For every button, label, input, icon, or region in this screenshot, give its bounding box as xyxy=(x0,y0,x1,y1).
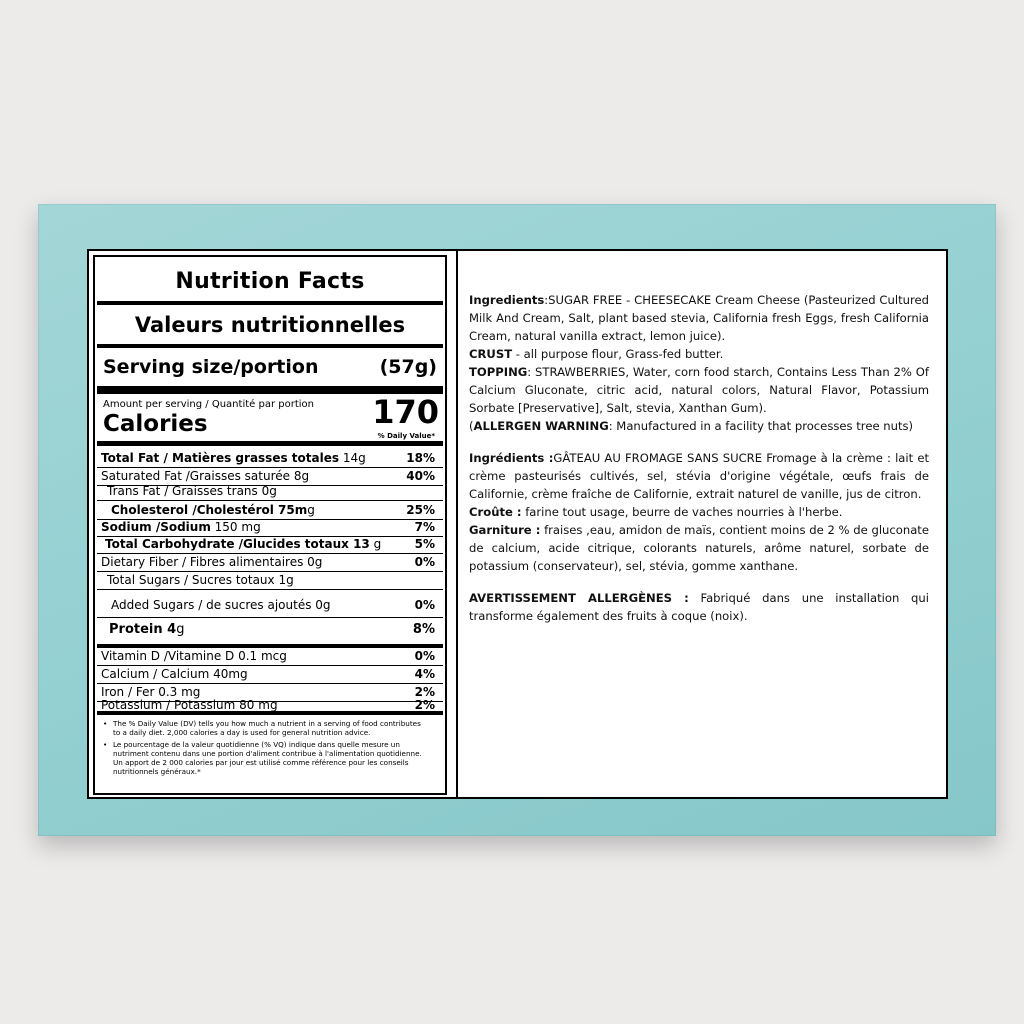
nutrient-row-trans-fat xyxy=(97,486,443,501)
product-label xyxy=(87,249,948,799)
bullet-icon: • xyxy=(103,719,108,728)
panel-divider xyxy=(456,251,458,797)
ingredients-fr: Ingrédients :GÂTEAU AU FROMAGE SANS SUCRE Fromage à la crème : lait et crème pasteurisés cultivés, sel, stévia d'origine végétale, œufs frais de Californie, crème fraîche de Californie, extrait naturel de vanille, jus de citron. xyxy=(469,451,929,501)
thick-rule xyxy=(97,301,443,305)
serving-size-value: (57g) xyxy=(379,356,437,378)
nutrient-label: Dietary Fiber / Fibres alimentaires 0g xyxy=(101,555,323,569)
calories-label: Calories xyxy=(103,411,208,437)
nutrient-label: Total Fat / Matières grasses totales 14g xyxy=(101,451,366,465)
crust-fr: Croûte : farine tout usage, beurre de vaches nourries à l'herbe. xyxy=(469,505,843,519)
nutrition-title-fr: Valeurs nutritionnelles xyxy=(134,313,406,337)
ingredients-en: Ingredients:SUGAR FREE - CHEESECAKE Cream Cheese (Pasteurized Cultured Milk And Cream, Salt, plant based stevia, California fresh Eggs, fresh California Cream, natural vanilla extract, lemon juice). xyxy=(469,293,929,343)
nutrient-row-fiber xyxy=(97,554,443,572)
nutrient-label: Saturated Fat /Graisses saturée 8g xyxy=(101,469,310,483)
topping-en: TOPPING: STRAWBERRIES, Water, corn food starch, Contains Less Than 2% Of Calcium Gluconate, citric acid, natural colors, Natural Flavor, Potassium Sorbate [Preservative], Salt, stevia, Xanthan Gum). xyxy=(469,365,929,415)
nutrition-title-en: Nutrition Facts xyxy=(175,269,365,294)
spacer xyxy=(469,435,929,449)
nutrient-dv: 8% xyxy=(412,622,435,637)
nutrient-dv: 18% xyxy=(406,451,435,465)
nutrient-dv: 2% xyxy=(414,685,435,699)
nutrient-row-added-sugars xyxy=(97,590,443,618)
spacer xyxy=(469,575,929,589)
nutrient-row-protein xyxy=(97,618,443,648)
nutrient-label: Cholesterol /Cholestérol 75mg xyxy=(111,503,315,517)
daily-value-header: % Daily Value* xyxy=(377,432,435,440)
nutrient-row-total-sugars xyxy=(97,572,443,590)
nutrient-row-total-fat xyxy=(97,446,443,468)
allergen-warning-fr: AVERTISSEMENT ALLERGÈNES : Fabriqué dans une installation qui transforme également des fruits à coque (noix). xyxy=(469,591,929,623)
nutrition-facts-table xyxy=(93,255,447,795)
nutrient-row-sodium xyxy=(97,520,443,537)
topping-fr: Garniture : fraises ,eau, amidon de maïs, contient moins de 2 % de gluconate de calcium, acide citrique, colorants naturels, arôme naturel, sorbate de potassium (conservateur), sel, stévia, gomme xanthane. xyxy=(469,523,929,573)
nutrient-label: Calcium / Calcium 40mg xyxy=(101,667,248,681)
nutrient-row-potassium xyxy=(97,698,443,715)
nutrient-dv: 7% xyxy=(414,520,435,534)
nutrient-row-vitamin-d xyxy=(97,648,443,666)
nutrient-label: Potassium / Potassium 80 mg xyxy=(101,698,278,712)
footnote-text-en: The % Daily Value (DV) tells you how much a nutrient in a serving of food contributes to a daily diet. 2,000 calories a day is used for general nutrition advice. xyxy=(113,719,421,737)
nutrient-dv: 0% xyxy=(414,649,435,663)
amount-per-serving: Amount per serving / Quantité par portion xyxy=(103,399,314,410)
footnote xyxy=(103,719,429,737)
footnote-text-fr: Le pourcentage de la valeur quotidienne (% VQ) indique dans quelle mesure un nutriment contenu dans une portion d'aliment contribue à l'alimentation quotidienne. Un apport de 2 000 calories par jour est utilisé comme référence pour les conseils nutritionnels généraux.* xyxy=(113,740,422,776)
bullet-icon: • xyxy=(103,740,108,749)
crust-en: CRUST - all purpose flour, Grass-fed butter. xyxy=(469,347,724,361)
nutrient-label: Added Sugars / de sucres ajoutés 0g xyxy=(111,598,331,612)
calories-value: 170 xyxy=(372,393,439,431)
nutrient-label: Iron / Fer 0.3 mg xyxy=(101,685,201,699)
nutrient-label: Trans Fat / Graisses trans 0g xyxy=(107,484,277,498)
nutrient-dv: 2% xyxy=(414,698,435,712)
allergen-warning-en: (ALLERGEN WARNING: Manufactured in a facility that processes tree nuts) xyxy=(469,419,914,433)
nutrient-row-cholesterol xyxy=(97,501,443,520)
nutrient-row-carbohydrate xyxy=(97,537,443,554)
serving-size-label: Serving size/portion xyxy=(103,356,319,378)
nutrient-dv: 0% xyxy=(414,598,435,612)
nutrient-label: Protein 4g xyxy=(109,622,185,637)
footnote xyxy=(103,740,429,776)
nutrient-row-calcium xyxy=(97,666,443,684)
thick-rule xyxy=(97,344,443,348)
nutrient-dv: 40% xyxy=(406,469,435,483)
ingredients-panel xyxy=(469,291,929,625)
nutrient-label: Sodium /Sodium 150 mg xyxy=(101,520,261,534)
nutrient-label: Total Carbohydrate /Glucides totaux 13 g xyxy=(105,537,382,551)
nutrient-dv: 4% xyxy=(414,667,435,681)
nutrient-label: Total Sugars / Sucres totaux 1g xyxy=(107,573,294,587)
nutrition-footnotes xyxy=(103,719,429,779)
nutrient-dv: 0% xyxy=(414,555,435,569)
nutrient-dv: 5% xyxy=(414,537,435,551)
nutrient-label: Vitamin D /Vitamine D 0.1 mcg xyxy=(101,649,287,663)
nutrient-dv: 25% xyxy=(406,503,435,517)
